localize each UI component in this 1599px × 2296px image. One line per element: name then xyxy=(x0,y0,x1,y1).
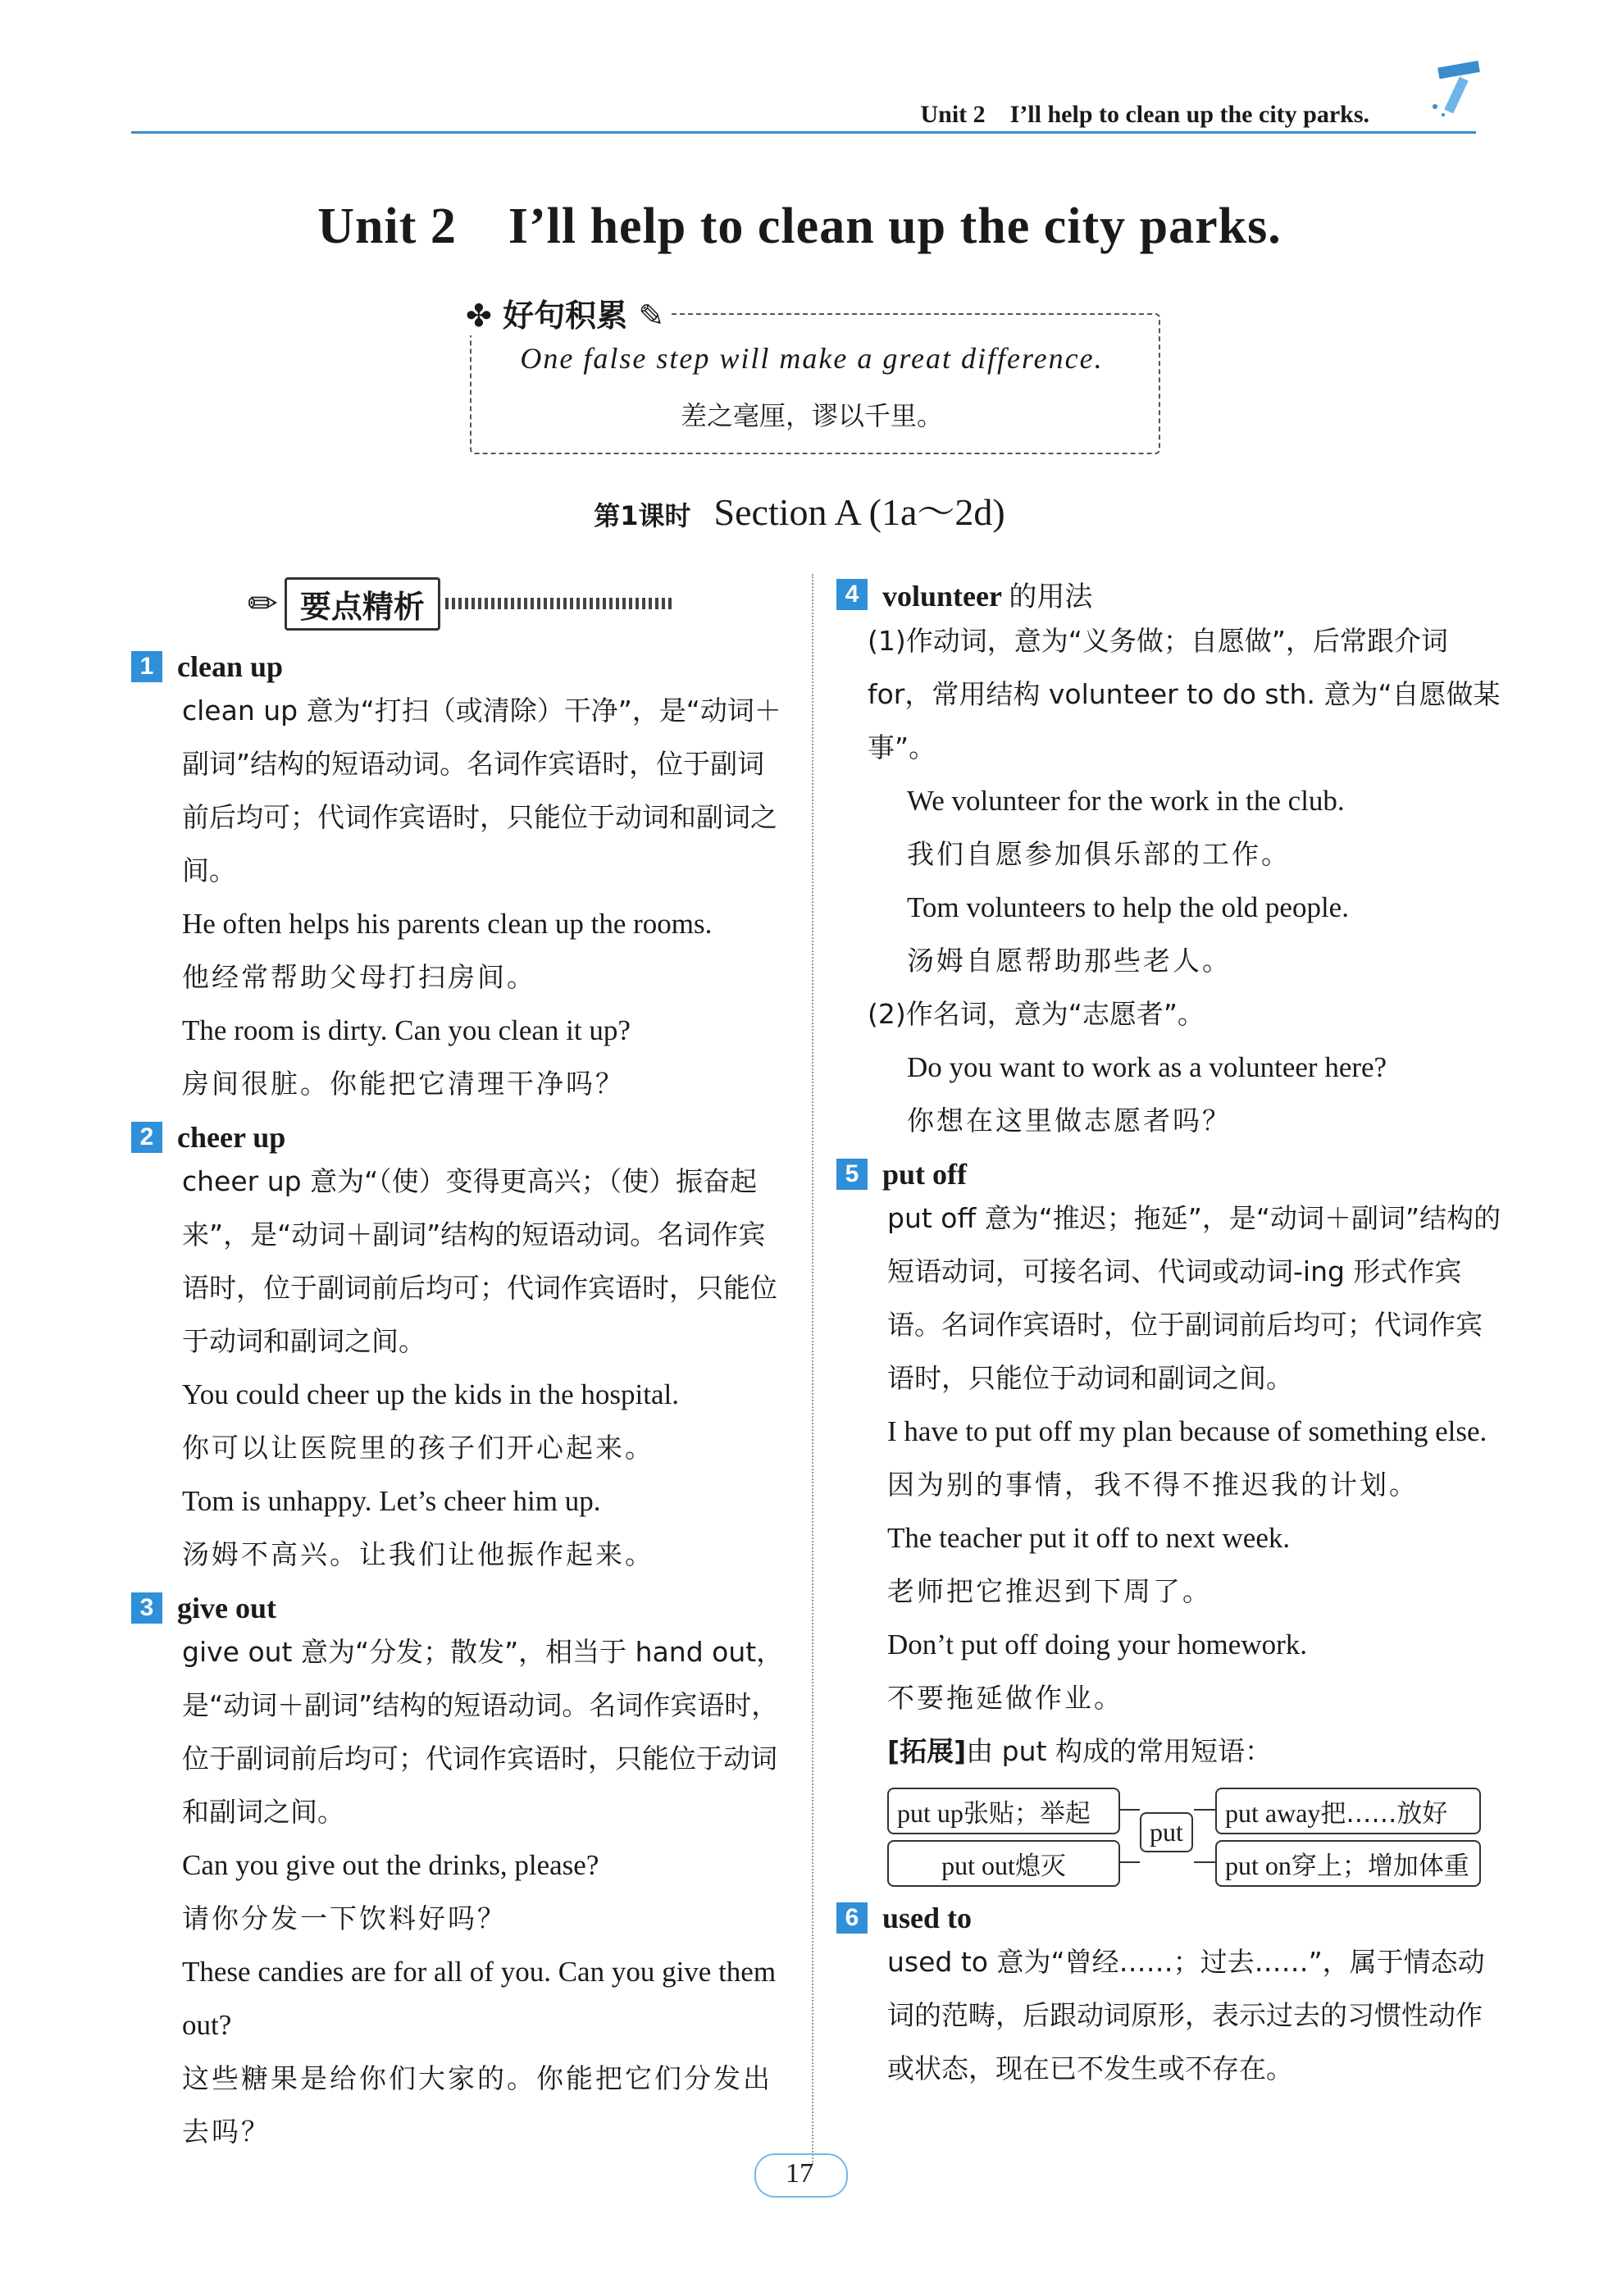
example-zh: 请你分发一下饮料好吗？ xyxy=(182,1902,507,1934)
usage-verb: (1)作动词，意为“义务做；自愿做”，后常跟介词 for，常用结构 volunteer to do sth. 意为“自愿做某事”。 xyxy=(868,625,1501,763)
example-zh: 因为别的事情，我不得不推迟我的计划。 xyxy=(887,1469,1419,1501)
example-zh: 老师把它推迟到下周了。 xyxy=(887,1575,1212,1607)
page-title: Unit 2 I’ll help to clean up the city parks. xyxy=(317,198,1282,254)
item-heading xyxy=(131,1591,791,1625)
extension xyxy=(887,1724,1509,1778)
item-number: 1 xyxy=(131,651,162,682)
example-zh: 房间很脏。你能把它清理干净吗？ xyxy=(182,1068,625,1100)
phrase-diagram xyxy=(887,1784,1509,1891)
extension-text: 由 put 构成的常用短语： xyxy=(966,1735,1272,1767)
example-en: These candies are for all of you. Can you give them out? xyxy=(182,1956,777,2041)
quote-label: ✤ 好句积累 ✎ xyxy=(459,290,671,335)
item-title: give out xyxy=(177,1592,276,1624)
phrase-box: put up张贴；举起 xyxy=(887,1788,1120,1834)
page-number: 17 xyxy=(786,2158,813,2189)
example-en: You could cheer up the kids in the hospital. xyxy=(182,1378,679,1410)
left-column xyxy=(131,574,791,2158)
example-en: He often helps his parents clean up the rooms. xyxy=(182,908,713,940)
column-divider xyxy=(812,574,813,2165)
example-en: I have to put off my plan because of something else. xyxy=(887,1415,1487,1447)
item-title: cheer up xyxy=(177,1121,286,1154)
example-zh: 汤姆自愿帮助那些老人。 xyxy=(907,945,1232,977)
example-zh: 你想在这里做志愿者吗？ xyxy=(907,1105,1232,1137)
connector-line xyxy=(1120,1809,1140,1811)
item-number: 4 xyxy=(836,579,868,610)
example-en: The teacher put it off to next week. xyxy=(887,1522,1291,1554)
pencil-mascot-icon: ✏ xyxy=(248,583,278,624)
usage-noun: (2)作名词，意为“志愿者”。 xyxy=(868,998,1205,1030)
item-heading xyxy=(131,649,791,684)
phrase-box: put on穿上；增加体重 xyxy=(1215,1840,1481,1887)
item-heading xyxy=(836,1901,1509,1935)
item-explanation: put off 意为“推迟；拖延”，是“动词＋副词”结构的短语动词，可接名词、代词或动词-ing 形式作宾语。名词作宾语时，位于副词前后均可；代词作宾语时，只能位于动词和副词之间。 xyxy=(887,1202,1501,1394)
connector-line xyxy=(1194,1861,1215,1863)
graduation-pencil-icon xyxy=(1427,57,1492,123)
example-en: Do you want to work as a volunteer here? xyxy=(907,1051,1387,1083)
running-title: Unit 2 I’ll help to clean up the city parks. xyxy=(920,101,1369,128)
example-en: Tom is unhappy. Let’s cheer him up. xyxy=(182,1485,601,1517)
item-title: clean up xyxy=(177,650,284,683)
running-head xyxy=(131,90,1476,134)
item-number: 3 xyxy=(131,1592,162,1624)
example-en: We volunteer for the work in the club. xyxy=(907,785,1345,817)
example-en: Tom volunteers to help the old people. xyxy=(907,891,1349,923)
example-zh: 你可以让医院里的孩子们开心起来。 xyxy=(182,1432,654,1464)
item-title: put off xyxy=(882,1158,968,1191)
item-explanation: cheer up 意为“（使）变得更高兴；（使）振奋起来”，是“动词＋副词”结构的短语动词。名词作宾语时，位于副词前后均可；代词作宾语时，只能位于动词和副词之间。 xyxy=(182,1165,777,1357)
item-explanation: clean up 意为“打扫（或清除）干净”，是“动词＋副词”结构的短语动词。名词作宾语时，位于副词前后均可；代词作宾语时，只能位于动词和副词之间。 xyxy=(182,695,781,886)
connector-line xyxy=(1194,1809,1215,1811)
example-en: The room is dirty. Can you clean it up? xyxy=(182,1014,631,1046)
lesson-section: Section A (1a～2d) xyxy=(713,491,1005,533)
example-en: Don’t put off doing your homework. xyxy=(887,1629,1307,1660)
right-column xyxy=(836,574,1509,2095)
lesson-heading xyxy=(0,482,1599,536)
example-zh: 我们自愿参加俱乐部的工作。 xyxy=(907,838,1291,870)
item-explanation: used to 意为“曾经……；过去……”，属于情态动词的范畴，后跟动词原形，表示过去的习惯性动作或状态，现在已不发生或不存在。 xyxy=(887,1946,1485,2084)
banner-text: 要点精析 xyxy=(285,577,440,631)
example-en: Can you give out the drinks, please? xyxy=(182,1849,599,1881)
pen-icon: ✎ xyxy=(638,298,665,334)
phrase-center: put xyxy=(1140,1812,1193,1852)
item-number: 5 xyxy=(836,1159,868,1190)
quote-chinese: 差之毫厘，谬以千里。 xyxy=(680,400,943,431)
example-zh: 他经常帮助父母打扫房间。 xyxy=(182,961,536,993)
quote-english: One false step will make a great difference. xyxy=(520,342,1104,375)
lesson-tag: 第1课时 xyxy=(594,500,691,531)
item-heading xyxy=(836,1157,1509,1191)
phrase-box: put away把……放好 xyxy=(1215,1788,1481,1834)
example-zh: 这些糖果是给你们大家的。你能把它们分发出去吗？ xyxy=(182,2062,772,2148)
item-explanation: give out 意为“分发；散发”，相当于 hand out，是“动词＋副词”结构的短语动词。名词作宾语时，位于副词前后均可；代词作宾语时，只能位于动词和副词之间。 xyxy=(182,1636,784,1828)
phrase-box: put out熄灭 xyxy=(887,1840,1120,1887)
item-heading xyxy=(131,1120,791,1155)
section-banner xyxy=(131,574,791,633)
item-title: volunteer 的用法 xyxy=(882,580,1093,613)
item-number: 2 xyxy=(131,1122,162,1153)
example-zh: 汤姆不高兴。让我们让他振作起来。 xyxy=(182,1538,654,1570)
extension-label: [拓展] xyxy=(887,1735,967,1767)
banner-line xyxy=(445,598,675,609)
item-number: 6 xyxy=(836,1902,868,1934)
item-heading xyxy=(836,574,1509,614)
connector-line xyxy=(1120,1861,1140,1863)
star-icon: ✤ xyxy=(466,298,492,334)
item-title: used to xyxy=(882,1902,973,1934)
example-zh: 不要拖延做作业。 xyxy=(887,1682,1123,1714)
